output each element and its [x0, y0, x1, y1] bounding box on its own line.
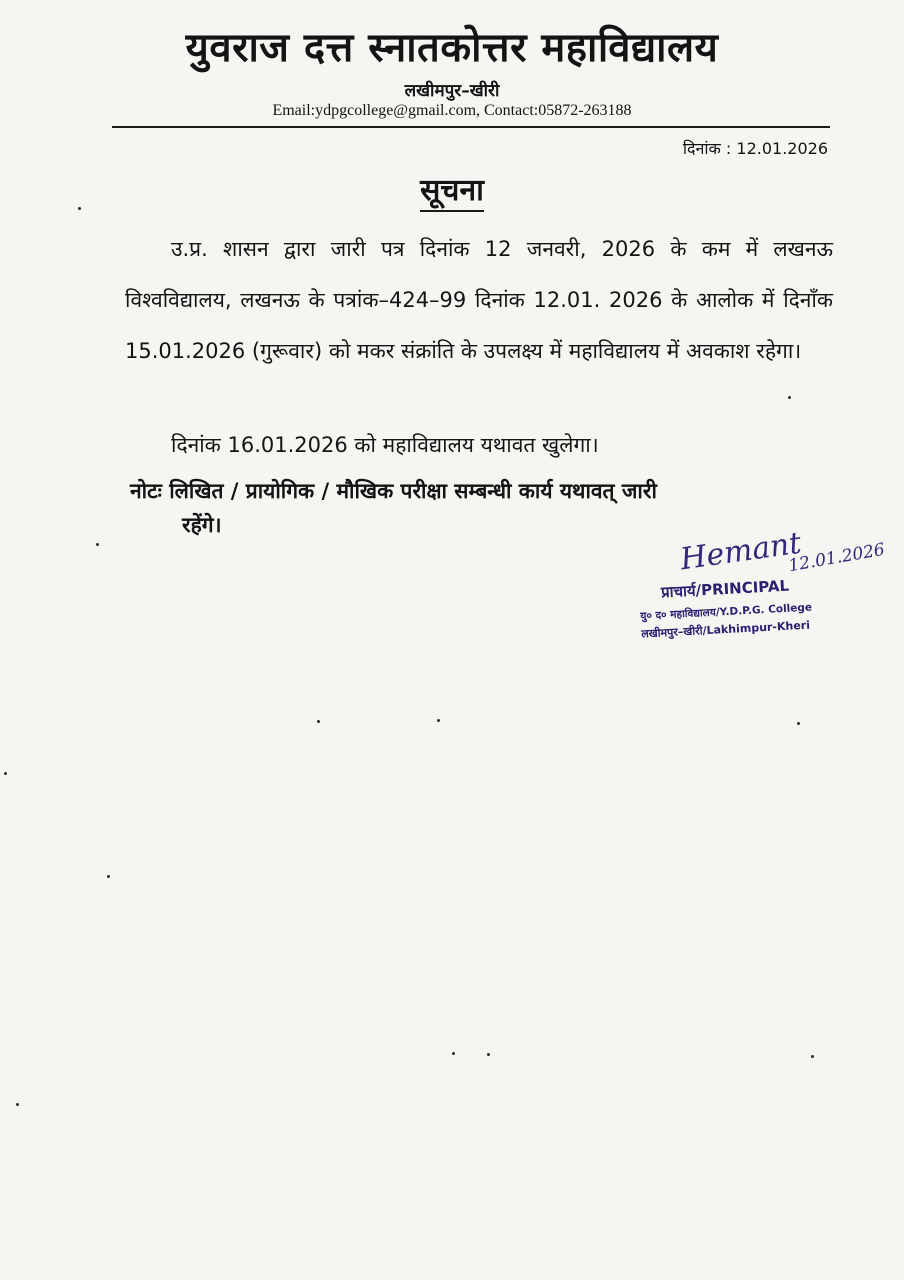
notice-paragraph: उ.प्र. शासन द्वारा जारी पत्र दिनांक 12 जनवरी, 2026 के कम में लखनऊ विश्वविद्यालय, लखनऊ के पत्रांक–424–99 दिनांक 12.01. 2026 के आलोक में दिनाँक 15.01.2026 (गुरूवार) को मकर संक्रांति के उपलक्ष्य में महाविद्यालय में अवकाश रहेगा। — [125, 237, 833, 363]
stamp-title: प्राचार्य/PRINCIPAL — [660, 576, 790, 602]
scan-speck — [4, 772, 7, 775]
scan-speck — [107, 875, 110, 878]
scan-speck — [317, 720, 320, 723]
scan-speck — [487, 1053, 490, 1056]
notice-heading-text: सूचना — [420, 173, 484, 212]
stamp-college: यु० द० महाविद्यालय/Y.D.P.G. College — [640, 601, 813, 623]
college-contact: Email:ydpgcollege@gmail.com, Contact:05872-263188 — [272, 102, 632, 119]
notice-date: दिनांक : 12.01.2026 — [682, 139, 828, 158]
scan-speck — [96, 543, 99, 546]
note-text: लिखित / प्रायोगिक / मौखिक परीक्षा सम्बन्धी कार्य यथावत् जारी — [169, 479, 657, 503]
note-label: नोटः — [130, 479, 162, 503]
college-city: लखीमपुर–खीरी — [404, 81, 500, 101]
header-divider — [112, 126, 830, 128]
college-name: युवराज दत्त स्नातकोत्तर महाविद्यालय — [185, 25, 719, 71]
scan-speck — [811, 1055, 814, 1058]
stamp-location: लखीमपुर–खीरी/Lakhimpur-Kheri — [640, 618, 811, 641]
scan-speck — [788, 396, 791, 399]
scan-speck — [78, 207, 81, 210]
principal-stamp — [639, 573, 852, 642]
scan-speck — [797, 722, 800, 725]
scan-speck — [16, 1103, 19, 1106]
notice-heading — [0, 168, 904, 209]
scan-speck — [437, 719, 440, 722]
reopen-line: दिनांक 16.01.2026 को महाविद्यालय यथावत खुलेगा। — [171, 433, 599, 457]
scan-speck — [452, 1052, 455, 1055]
note-continuation: रहेंगे। — [182, 513, 222, 537]
note-block — [130, 474, 842, 542]
signature-date: 12.01.2026 — [787, 539, 887, 577]
principal-signature: Hemant — [678, 525, 804, 578]
